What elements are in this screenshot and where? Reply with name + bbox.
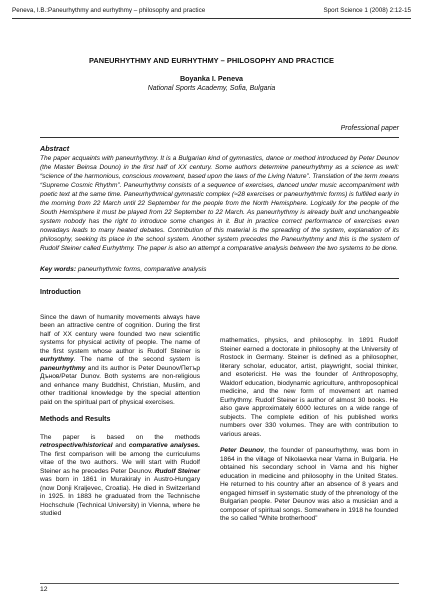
deunov-paragraph: Peter Deunov, the founder of paneurhythmy, was born in 1864 in the village of Nikolaevka near Varna in Bulgaria. He obtained his secondary school in Varna and his higher education in medicine and philosophy in the United States. He returned to his country after an absence of 8 years and engaged himself in systematic study of the phrenology of the Bulgarian people. Peter Deunov was also a musician and a composer of spiritual songs. Somewhere in 1918 he founded the so called “White brotherhood” (220, 447, 398, 522)
steiner-paragraph: mathematics, physics, and philosophy. In 1891 Rudolf Steiner earned a doctorate in philosophy at the University of Rostock in Germany. Steiner is defined as a philosopher, literary scholar, educator, artist, playwright, social thinker, and esotericist. He was the founder of Anthroposophy, Waldorf education, biodynamic agriculture, anthroposophical medicine, and the new form of movement art named Eurhythmy. Rudolf Steiner is author of almost 30 books. He also gave approximately 6000 lectures on a wide range of subjects. The complete edition of his published works numbers over 330 volumes. They are with contribution to various areas. (220, 337, 398, 438)
keywords-value: paneurhythmic forms, comparative analysis (77, 266, 207, 273)
keywords-label: Key words: (40, 266, 77, 273)
introduction-paragraph: Since the dawn of humanity movements always have been an attractive centre of cognition. During the first half of XX century were founded two new scientific systems for physical activity of people. The name of the first system whose author is Rudolf Steiner is eurhythmy. The name of the second system is paneurhythmy and its author is Peter Deunov/Петър Дънов/Petar Dunov. Both systems are non-religious and enhance many Buddhist, Christian, Muslim, and other traditional knowledge by the special attention paid on the spiritual part of physical exercises. (40, 313, 200, 406)
author-affiliation: National Sports Academy, Sofia, Bulgaria (147, 85, 276, 92)
footer-rule (40, 583, 399, 584)
paper-type: Professional paper (340, 125, 399, 132)
page-number: 12 (40, 586, 48, 593)
running-head-right: Sport Science 1 (2008) 2:12-15 (323, 7, 411, 14)
abstract-top-rule (40, 137, 399, 138)
abstract-heading: Abstract (40, 144, 70, 153)
abstract-text: The paper acquaints with paneurhythmy. It is a Bulgarian kind of gymnastics, dance or method introduced by Peter Deunov (the Master Beinsa Douno) in the first half of XX century. Some authors determine paneurhythmy as a science as well: “science of the harmonious, conscious movement, based upon the laws of the Living Nature”. Translation of the term means “Supreme Cosmic Rhythm”. Paneurhythmy consists of a sequence of exercises, danced under music accompaniment with poetic text at the same time. Paneurhythmical gymnastic complex (≈28 exercises or paneurhythmic forms) is fulfilled early in the morning from 22 March until 22 September for the people from the North Hemisphere. Logically for the people of the South Hemisphere it must be played from 22 September to 22 March. As paneurhythmy is already built and unchangeable system nobody has the right to introduce some changes in it. But in practice correct performance of exercises even nowadays leads to many heated debates. Contribution of this material is the spreading of the system, explanation of its philosophy, seeking its place in the school system. Another system precedes the Paneurhythmy and this is the system of Rudolf Steiner called Eurhythmy. The paper is also an attempt a comparative analysis between the two systems to be done. (40, 155, 399, 252)
right-column (220, 337, 398, 524)
author-name: Boyanka I. Peneva (179, 74, 244, 83)
keywords-bottom-rule (40, 278, 399, 279)
running-head (12, 6, 411, 19)
keywords (40, 266, 399, 273)
methods-heading: Methods and Results (40, 416, 111, 423)
running-head-left: Peneva, I.B.:Paneurhythmy and eurhythmy – philosophy and practice (12, 7, 206, 14)
methods-paragraph: The paper is based on the methods retrospective/historical and comparative analyses. The first comparison will be among the curriculums vitae of the two authors. We will start with Rudolf Steiner as he precedes Peter Deunov. Rudolf Steiner was born in 1861 in Murakiraly in Austro-Hungary (now Donji Kraljevec, Croatia). He died in Switzerland in 1925. In 1883 he graduated from the Technische Hochschule (Technical University) in Vienna, where he studied (40, 433, 201, 517)
introduction-heading: Introduction (40, 289, 81, 296)
paper-title: PANEURHYTHMY AND EURHYTHMY – PHILOSOPHY AND PRACTICE (88, 56, 334, 65)
left-column (40, 289, 200, 519)
